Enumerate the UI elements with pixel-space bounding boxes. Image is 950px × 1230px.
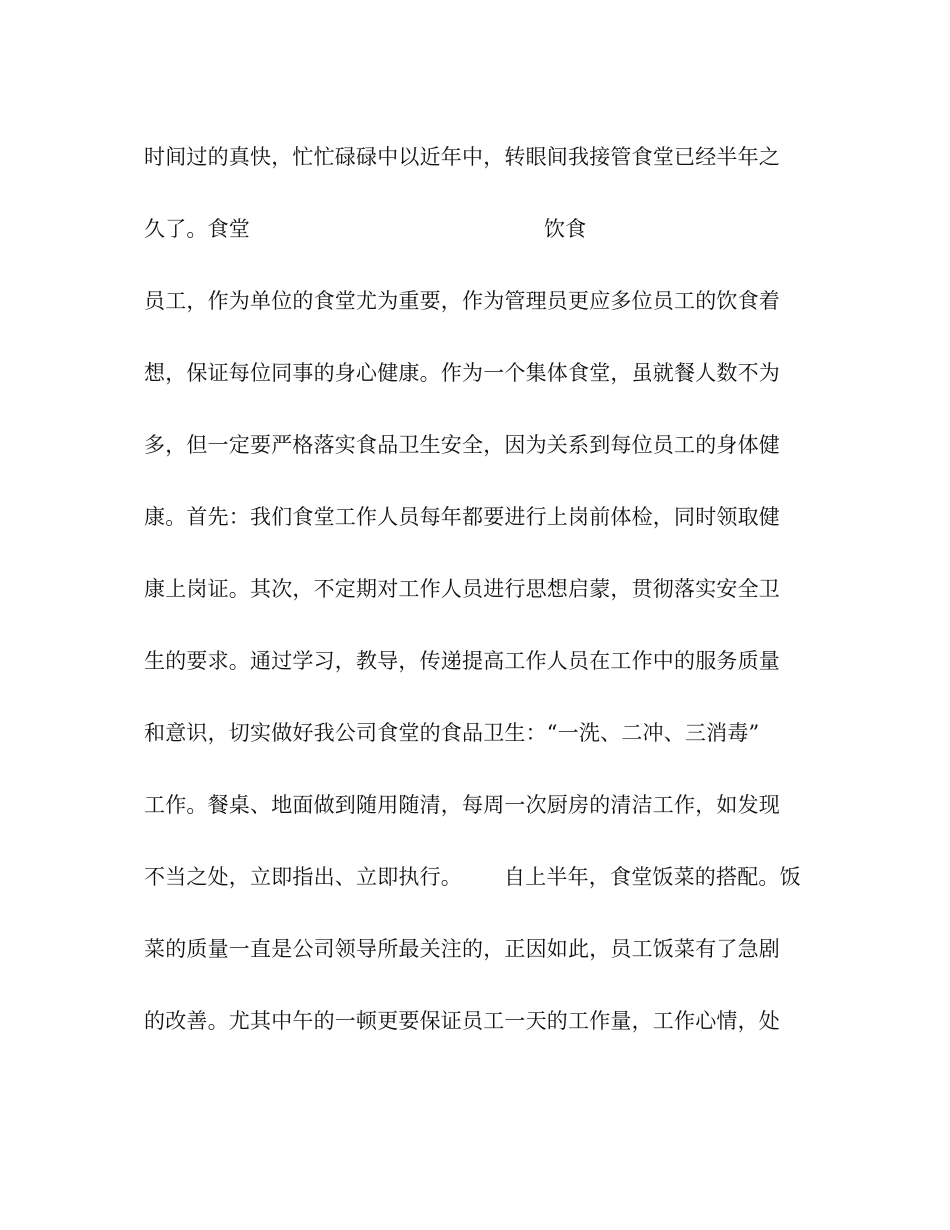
paragraph-line-right: 饮食 [544,217,587,241]
paragraph-line [144,862,824,892]
paragraph-line: 员工，作为单位的食堂尤为重要，作为管理员更应多位员工的饮食着 [144,289,780,313]
paragraph-line: 想，保证每位同事的身心健康。作为一个集体食堂，虽就餐人数不为 [144,361,780,385]
paragraph-line: 康。首先：我们食堂工作人员每年都要进行上岗前体检，同时领取健 [144,505,780,529]
paragraph-line: 菜的质量一直是公司领导所最关注的，正因如此，员工饭菜有了急剧 [144,937,780,961]
paragraph-line: 工作。餐桌、地面做到随用随清，每周一次厨房的清洁工作，如发现 [144,793,780,817]
paragraph-line: 生的要求。通过学习，教导，传递提高工作人员在工作中的服务质量 [144,649,780,673]
paragraph-line: 多，但一定要严格落实食品卫生安全，因为关系到每位员工的身体健 [144,433,780,457]
paragraph-line-left: 久了。食堂 [144,217,250,241]
paragraph-line: 时间过的真快，忙忙碌碌中以近年中，转眼间我接管食堂已经半年之 [144,145,780,169]
paragraph-line: 的改善。尤其中午的一顿更要保证员工一天的工作量，工作心情，处 [144,1009,780,1033]
paragraph-line-left: 不当之处，立即指出、立即执行。 [144,865,462,889]
paragraph-line: 康上岗证。其次，不定期对工作人员进行思想启蒙，贯彻落实安全卫 [144,577,780,601]
paragraph-line: 和意识，切实做好我公司食堂的食品卫生：“一洗、二冲、三消毒” [144,721,760,745]
paragraph-line-right: 自上半年，食堂饭菜的搭配。饭 [504,865,801,889]
paragraph-line [144,214,824,244]
